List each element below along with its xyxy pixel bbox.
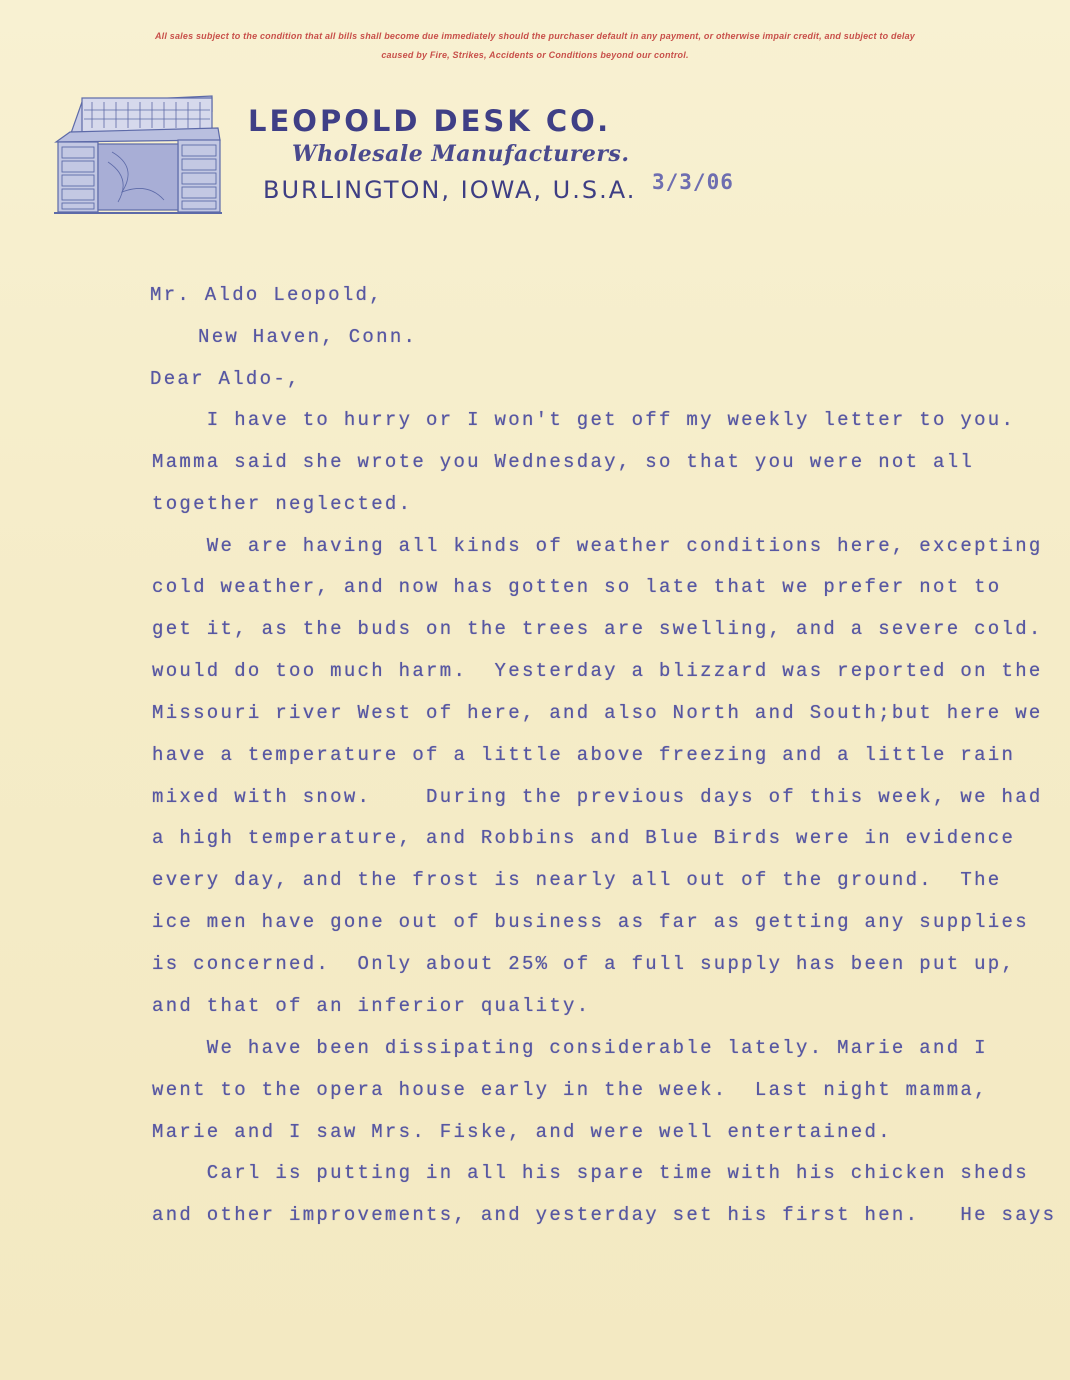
body-line: Missouri river West of here, and also North and South;but here we bbox=[152, 702, 1043, 724]
body-line: Marie and I saw Mrs. Fiske, and were well entertained. bbox=[152, 1121, 892, 1143]
body-line: went to the opera house early in the week. Last night mamma, bbox=[152, 1079, 988, 1101]
body-line: get it, as the buds on the trees are swelling, and a severe cold. bbox=[152, 618, 1043, 640]
sales-terms-line-1: All sales subject to the condition that all bills shall become due immediately should the purchaser default in any payment, or otherwise impair credit, and subject to delay bbox=[154, 31, 916, 41]
body-line: every day, and the frost is nearly all out of the ground. The bbox=[152, 869, 1002, 891]
body-line: and other improvements, and yesterday set his first hen. He says bbox=[152, 1204, 1057, 1226]
body-line: Carl is putting in all his spare time with his chicken sheds bbox=[152, 1162, 1029, 1184]
letter-date: 3/3/06 bbox=[652, 170, 734, 194]
body-line: cold weather, and now has gotten so late that we prefer not to bbox=[152, 576, 1002, 598]
recipient-name: Mr. Aldo Leopold, bbox=[150, 284, 383, 306]
body-line: mixed with snow. During the previous days of this week, we had bbox=[152, 786, 1043, 808]
company-tagline: Wholesale Manufacturers. bbox=[292, 141, 630, 167]
body-line: and that of an inferior quality. bbox=[152, 995, 591, 1017]
roll-top-desk-icon bbox=[52, 92, 224, 220]
body-line: would do too much harm. Yesterday a blizzard was reported on the bbox=[152, 660, 1043, 682]
body-line: is concerned. Only about 25% of a full supply has been put up, bbox=[152, 953, 1016, 975]
body-line: We are having all kinds of weather conditions here, excepting bbox=[152, 535, 1043, 557]
salutation: Dear Aldo-, bbox=[150, 368, 301, 390]
recipient-location: New Haven, Conn. bbox=[198, 326, 418, 348]
body-line: Mamma said she wrote you Wednesday, so that you were not all bbox=[152, 451, 975, 473]
company-name: LEOPOLD DESK CO. bbox=[248, 104, 612, 138]
body-line: together neglected. bbox=[152, 493, 413, 515]
company-location: BURLINGTON, IOWA, U.S.A. bbox=[263, 176, 637, 204]
sales-terms-line-2: caused by Fire, Strikes, Accidents or Conditions beyond our control. bbox=[381, 50, 689, 60]
body-line: We have been dissipating considerable lately. Marie and I bbox=[152, 1037, 988, 1059]
body-line: have a temperature of a little above freezing and a little rain bbox=[152, 744, 1016, 766]
body-line: I have to hurry or I won't get off my weekly letter to you. bbox=[152, 409, 1016, 431]
body-line: a high temperature, and Robbins and Blue Birds were in evidence bbox=[152, 827, 1016, 849]
body-line: ice men have gone out of business as far as getting any supplies bbox=[152, 911, 1029, 933]
